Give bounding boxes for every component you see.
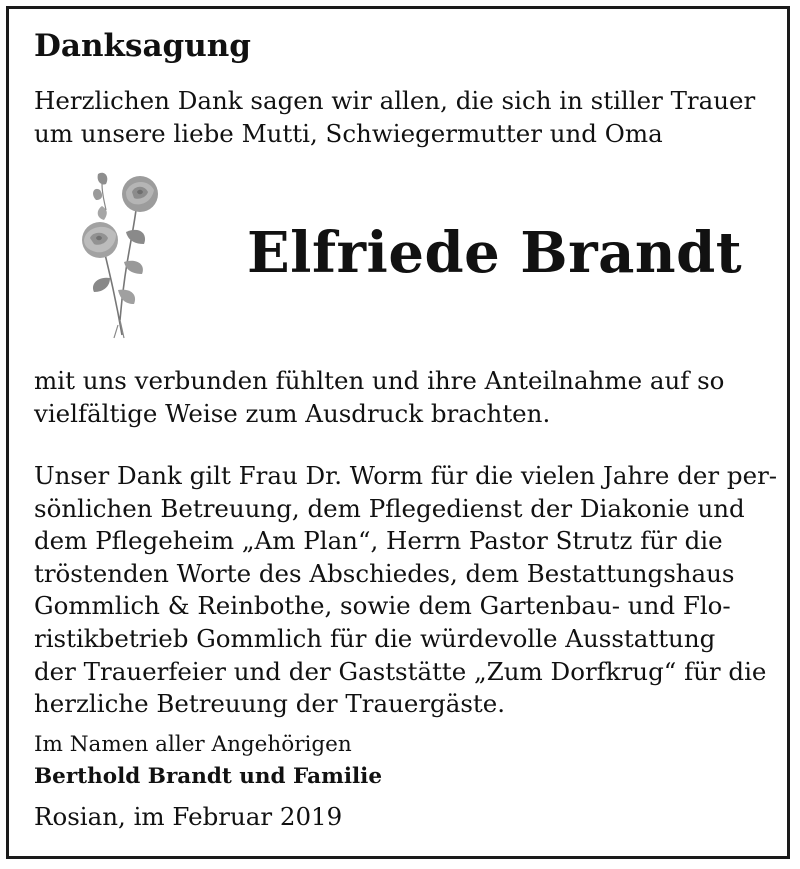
intro-line: Herzlichen Dank sagen wir allen, die sich in stiller Trauer bbox=[34, 86, 756, 115]
paragraph-line: dem Pflegeheim „Am Plan“, Herrn Pastor Strutz für die bbox=[34, 526, 723, 556]
paragraph-1 bbox=[34, 364, 724, 430]
intro-line: um unsere liebe Mutti, Schwiegermutter und Oma bbox=[34, 119, 663, 148]
paragraph-line: Unser Dank gilt Frau Dr. Worm für die vielen Jahre der per- bbox=[34, 461, 778, 490]
on-behalf-text: Im Namen aller Angehörigen bbox=[34, 732, 352, 757]
paragraph-2 bbox=[34, 460, 777, 721]
intro-text bbox=[34, 84, 755, 150]
paragraph-line: der Trauerfeier und der Gaststätte „Zum Dorfkrug“ für die bbox=[34, 656, 767, 686]
paragraph-line: herzliche Betreuung der Trauergäste. bbox=[34, 689, 506, 719]
roses-icon bbox=[74, 170, 174, 342]
deceased-name: Elfriede Brandt bbox=[247, 220, 743, 286]
paragraph-line: tröstenden Worte des Abschiedes, dem Bestattungshaus bbox=[34, 558, 735, 588]
place-date: Rosian, im Februar 2019 bbox=[34, 802, 343, 831]
paragraph-line: sönlichen Betreuung, dem Pflegedienst der Diakonie und bbox=[34, 493, 745, 523]
paragraph-line: vielfältige Weise zum Ausdruck brachten. bbox=[34, 399, 551, 428]
notice-heading: Danksagung bbox=[34, 28, 251, 64]
signer-name: Berthold Brandt und Familie bbox=[34, 764, 383, 789]
paragraph-line: mit uns verbunden fühlten und ihre Anteilnahme auf so bbox=[34, 366, 725, 395]
paragraph-line: ristikbetrieb Gommlich für die würdevolle Ausstattung bbox=[34, 623, 716, 653]
paragraph-line: Gommlich & Reinbothe, sowie dem Gartenbau- und Flo- bbox=[34, 591, 731, 621]
